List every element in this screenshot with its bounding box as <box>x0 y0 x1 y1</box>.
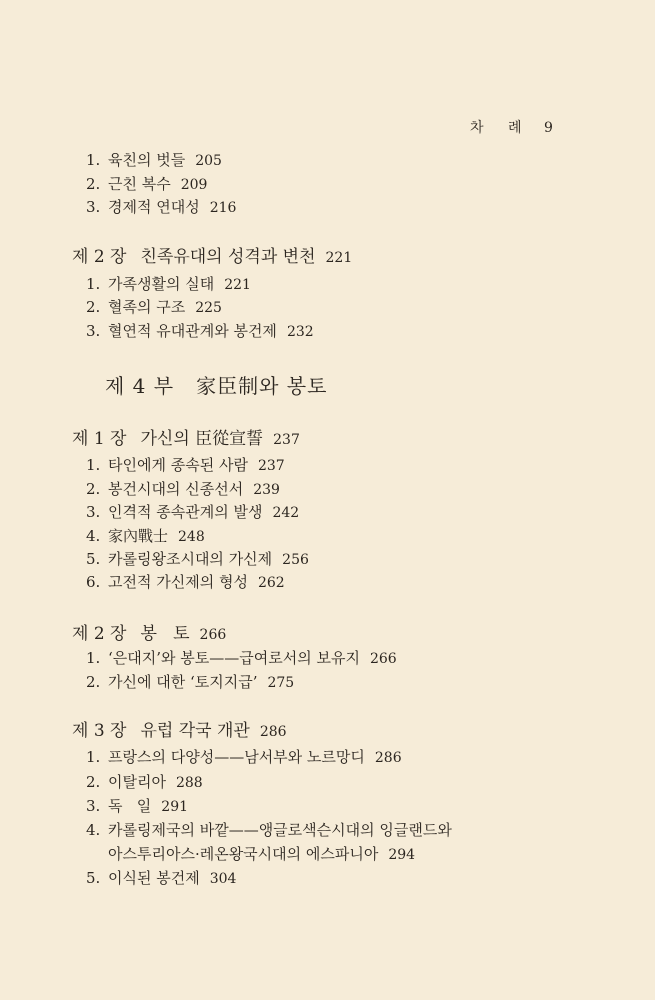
chapter-title: 가신의 臣從宣誓 <box>140 429 264 449</box>
item-number: 3. <box>86 322 101 340</box>
chapter-heading <box>72 246 352 269</box>
chapter-title: 봉 토 <box>140 624 190 644</box>
item-number: 4. <box>86 821 101 839</box>
toc-item <box>86 868 236 889</box>
item-number: 3. <box>86 198 101 216</box>
toc-item <box>86 747 402 768</box>
item-page: 239 <box>253 482 280 498</box>
item-title: 家內戰士 <box>108 527 169 545</box>
item-title: 봉건시대의 신종선서 <box>108 480 244 498</box>
item-page: 221 <box>224 277 251 293</box>
toc-item <box>86 297 222 318</box>
part-label: 제 4 부 <box>105 374 175 398</box>
item-page: 225 <box>195 300 222 316</box>
item-page: 209 <box>180 177 208 193</box>
part-title: 家臣制와 봉토 <box>196 374 328 398</box>
chapter-label: 제 1 장 <box>72 429 127 449</box>
running-head-title: 차 례 <box>470 120 532 136</box>
toc-item <box>86 648 397 669</box>
item-title: 독 일 <box>108 797 152 815</box>
item-page: 294 <box>388 847 416 863</box>
toc-item <box>86 502 299 523</box>
toc-item <box>86 772 203 793</box>
item-page: 286 <box>374 750 402 766</box>
item-page: 291 <box>161 799 189 815</box>
item-number: 2. <box>86 480 101 498</box>
toc-item <box>86 796 188 817</box>
toc-item <box>86 526 205 547</box>
item-number: 4. <box>86 527 101 545</box>
toc-item <box>86 321 314 342</box>
item-number: 2. <box>86 673 101 691</box>
item-page: 304 <box>209 871 237 887</box>
item-title: 이식된 봉건제 <box>108 869 200 887</box>
toc-item <box>86 274 251 295</box>
chapter-page: 286 <box>259 724 287 740</box>
item-title: 경제적 연대성 <box>108 198 200 216</box>
part-heading <box>105 373 327 399</box>
item-title: 아스투리아스·레온왕국시대의 에스파니아 <box>108 845 379 863</box>
chapter-label: 제 2 장 <box>72 624 127 644</box>
item-number: 3. <box>86 797 101 815</box>
item-title: 가신에 대한 ‘토지지급’ <box>108 673 258 691</box>
chapter-title: 친족유대의 성격과 변천 <box>140 247 316 267</box>
toc-item <box>86 197 236 218</box>
item-title: 가족생활의 실태 <box>108 275 215 293</box>
toc-item <box>86 820 452 840</box>
item-number: 1. <box>86 456 101 474</box>
item-number: 2. <box>86 773 101 791</box>
item-page: 248 <box>178 529 205 545</box>
item-number: 5. <box>86 550 101 568</box>
page-number: 9 <box>543 120 555 136</box>
toc-item <box>86 174 207 195</box>
running-head <box>470 117 555 137</box>
item-page: 216 <box>209 200 237 216</box>
chapter-heading <box>72 720 287 743</box>
item-title: 카롤링제국의 바깥——앵글로색슨시대의 잉글랜드와 <box>108 821 452 839</box>
item-title: ‘은대지’와 봉토——급여로서의 보유지 <box>108 649 360 667</box>
item-page: 275 <box>267 675 295 691</box>
item-title: 혈연적 유대관계와 봉건제 <box>108 322 277 340</box>
toc-item <box>86 672 294 693</box>
item-page: 205 <box>195 153 222 169</box>
item-page: 237 <box>257 458 285 474</box>
chapter-page: 237 <box>273 432 300 448</box>
toc-item <box>86 479 280 500</box>
item-page: 242 <box>272 505 300 521</box>
item-number: 3. <box>86 503 101 521</box>
item-number: 1. <box>86 649 101 667</box>
item-number: 1. <box>86 275 101 293</box>
item-title: 근친 복수 <box>108 175 171 193</box>
item-number: 5. <box>86 869 101 887</box>
item-number: 2. <box>86 298 101 316</box>
chapter-page: 221 <box>325 250 353 266</box>
chapter-label: 제 3 장 <box>72 721 127 741</box>
chapter-label: 제 2 장 <box>72 247 127 267</box>
toc-item <box>86 150 222 171</box>
chapter-page: 266 <box>199 627 227 643</box>
toc-item <box>86 549 309 570</box>
item-title: 이탈리아 <box>108 773 166 791</box>
toc-item <box>86 455 285 476</box>
item-title: 인격적 종속관계의 발생 <box>108 503 263 521</box>
item-number: 6. <box>86 573 101 591</box>
item-title: 혈족의 구조 <box>108 298 186 316</box>
chapter-heading <box>72 428 300 451</box>
toc-item-continuation <box>86 844 415 865</box>
item-title: 타인에게 종속된 사람 <box>108 456 248 474</box>
item-title: 육친의 벗들 <box>108 151 186 169</box>
item-title: 프랑스의 다양성——남서부와 노르망디 <box>108 748 365 766</box>
item-number: 1. <box>86 151 101 169</box>
chapter-heading <box>72 623 226 646</box>
item-page: 266 <box>369 651 397 667</box>
item-title: 고전적 가신제의 형성 <box>108 573 248 591</box>
item-page: 256 <box>282 552 309 568</box>
item-title: 카롤링왕조시대의 가신제 <box>108 550 273 568</box>
item-page: 262 <box>257 575 285 591</box>
item-page: 232 <box>286 324 314 340</box>
toc-item <box>86 572 285 593</box>
chapter-title: 유럽 각국 개관 <box>140 721 250 741</box>
item-number: 1. <box>86 748 101 766</box>
item-number: 2. <box>86 175 101 193</box>
item-page: 288 <box>175 775 203 791</box>
